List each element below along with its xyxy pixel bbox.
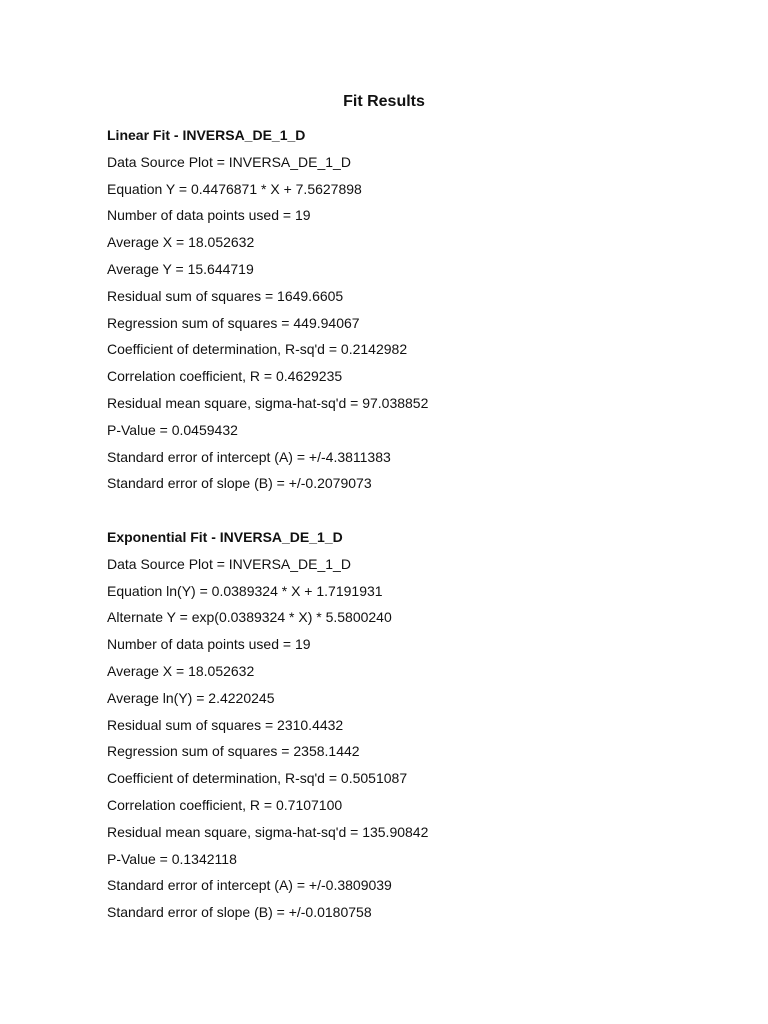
result-line: Residual mean square, sigma-hat-sq'd = 135.90842: [107, 823, 429, 840]
result-line: P-Value = 0.1342118: [107, 850, 237, 867]
result-line: Correlation coefficient, R = 0.7107100: [107, 796, 343, 813]
linear-fit-section: [107, 122, 707, 497]
result-line: Standard error of intercept (A) = +/-0.3809039: [107, 877, 392, 894]
section-heading: Linear Fit - INVERSA_DE_1_D: [107, 127, 306, 143]
result-line: Average X = 18.052632: [107, 234, 255, 251]
result-line: Standard error of slope (B) = +/-0.0180758: [107, 904, 372, 921]
result-line: Number of data points used = 19: [107, 636, 311, 653]
result-line: Alternate Y = exp(0.0389324 * X) * 5.5800240: [107, 609, 392, 626]
result-line: Standard error of intercept (A) = +/-4.3811383: [107, 448, 391, 465]
result-line: Average X = 18.052632: [107, 662, 255, 679]
result-line: P-Value = 0.0459432: [107, 421, 238, 438]
result-line: Number of data points used = 19: [107, 207, 311, 224]
result-line: Regression sum of squares = 2358.1442: [107, 743, 360, 760]
result-line: Average Y = 15.644719: [107, 260, 254, 277]
result-line: Coefficient of determination, R-sq'd = 0.2142982: [107, 341, 408, 358]
result-line: Correlation coefficient, R = 0.4629235: [107, 368, 343, 385]
exponential-fit-section: [107, 524, 707, 926]
result-line: Coefficient of determination, R-sq'd = 0.5051087: [107, 770, 408, 787]
result-line: Equation ln(Y) = 0.0389324 * X + 1.7191931: [107, 582, 383, 599]
result-line: Residual mean square, sigma-hat-sq'd = 97.038852: [107, 394, 429, 411]
result-line: Data Source Plot = INVERSA_DE_1_D: [107, 153, 351, 170]
result-line: Regression sum of squares = 449.94067: [107, 314, 360, 331]
result-line: Average ln(Y) = 2.4220245: [107, 689, 275, 706]
result-line: Equation Y = 0.4476871 * X + 7.5627898: [107, 180, 362, 197]
page-title: Fit Results: [343, 93, 425, 110]
result-line: Data Source Plot = INVERSA_DE_1_D: [107, 555, 351, 572]
result-line: Standard error of slope (B) = +/-0.2079073: [107, 475, 372, 492]
result-line: Residual sum of squares = 2310.4432: [107, 716, 344, 733]
section-heading: Exponential Fit - INVERSA_DE_1_D: [107, 529, 343, 545]
result-line: Residual sum of squares = 1649.6605: [107, 287, 344, 304]
